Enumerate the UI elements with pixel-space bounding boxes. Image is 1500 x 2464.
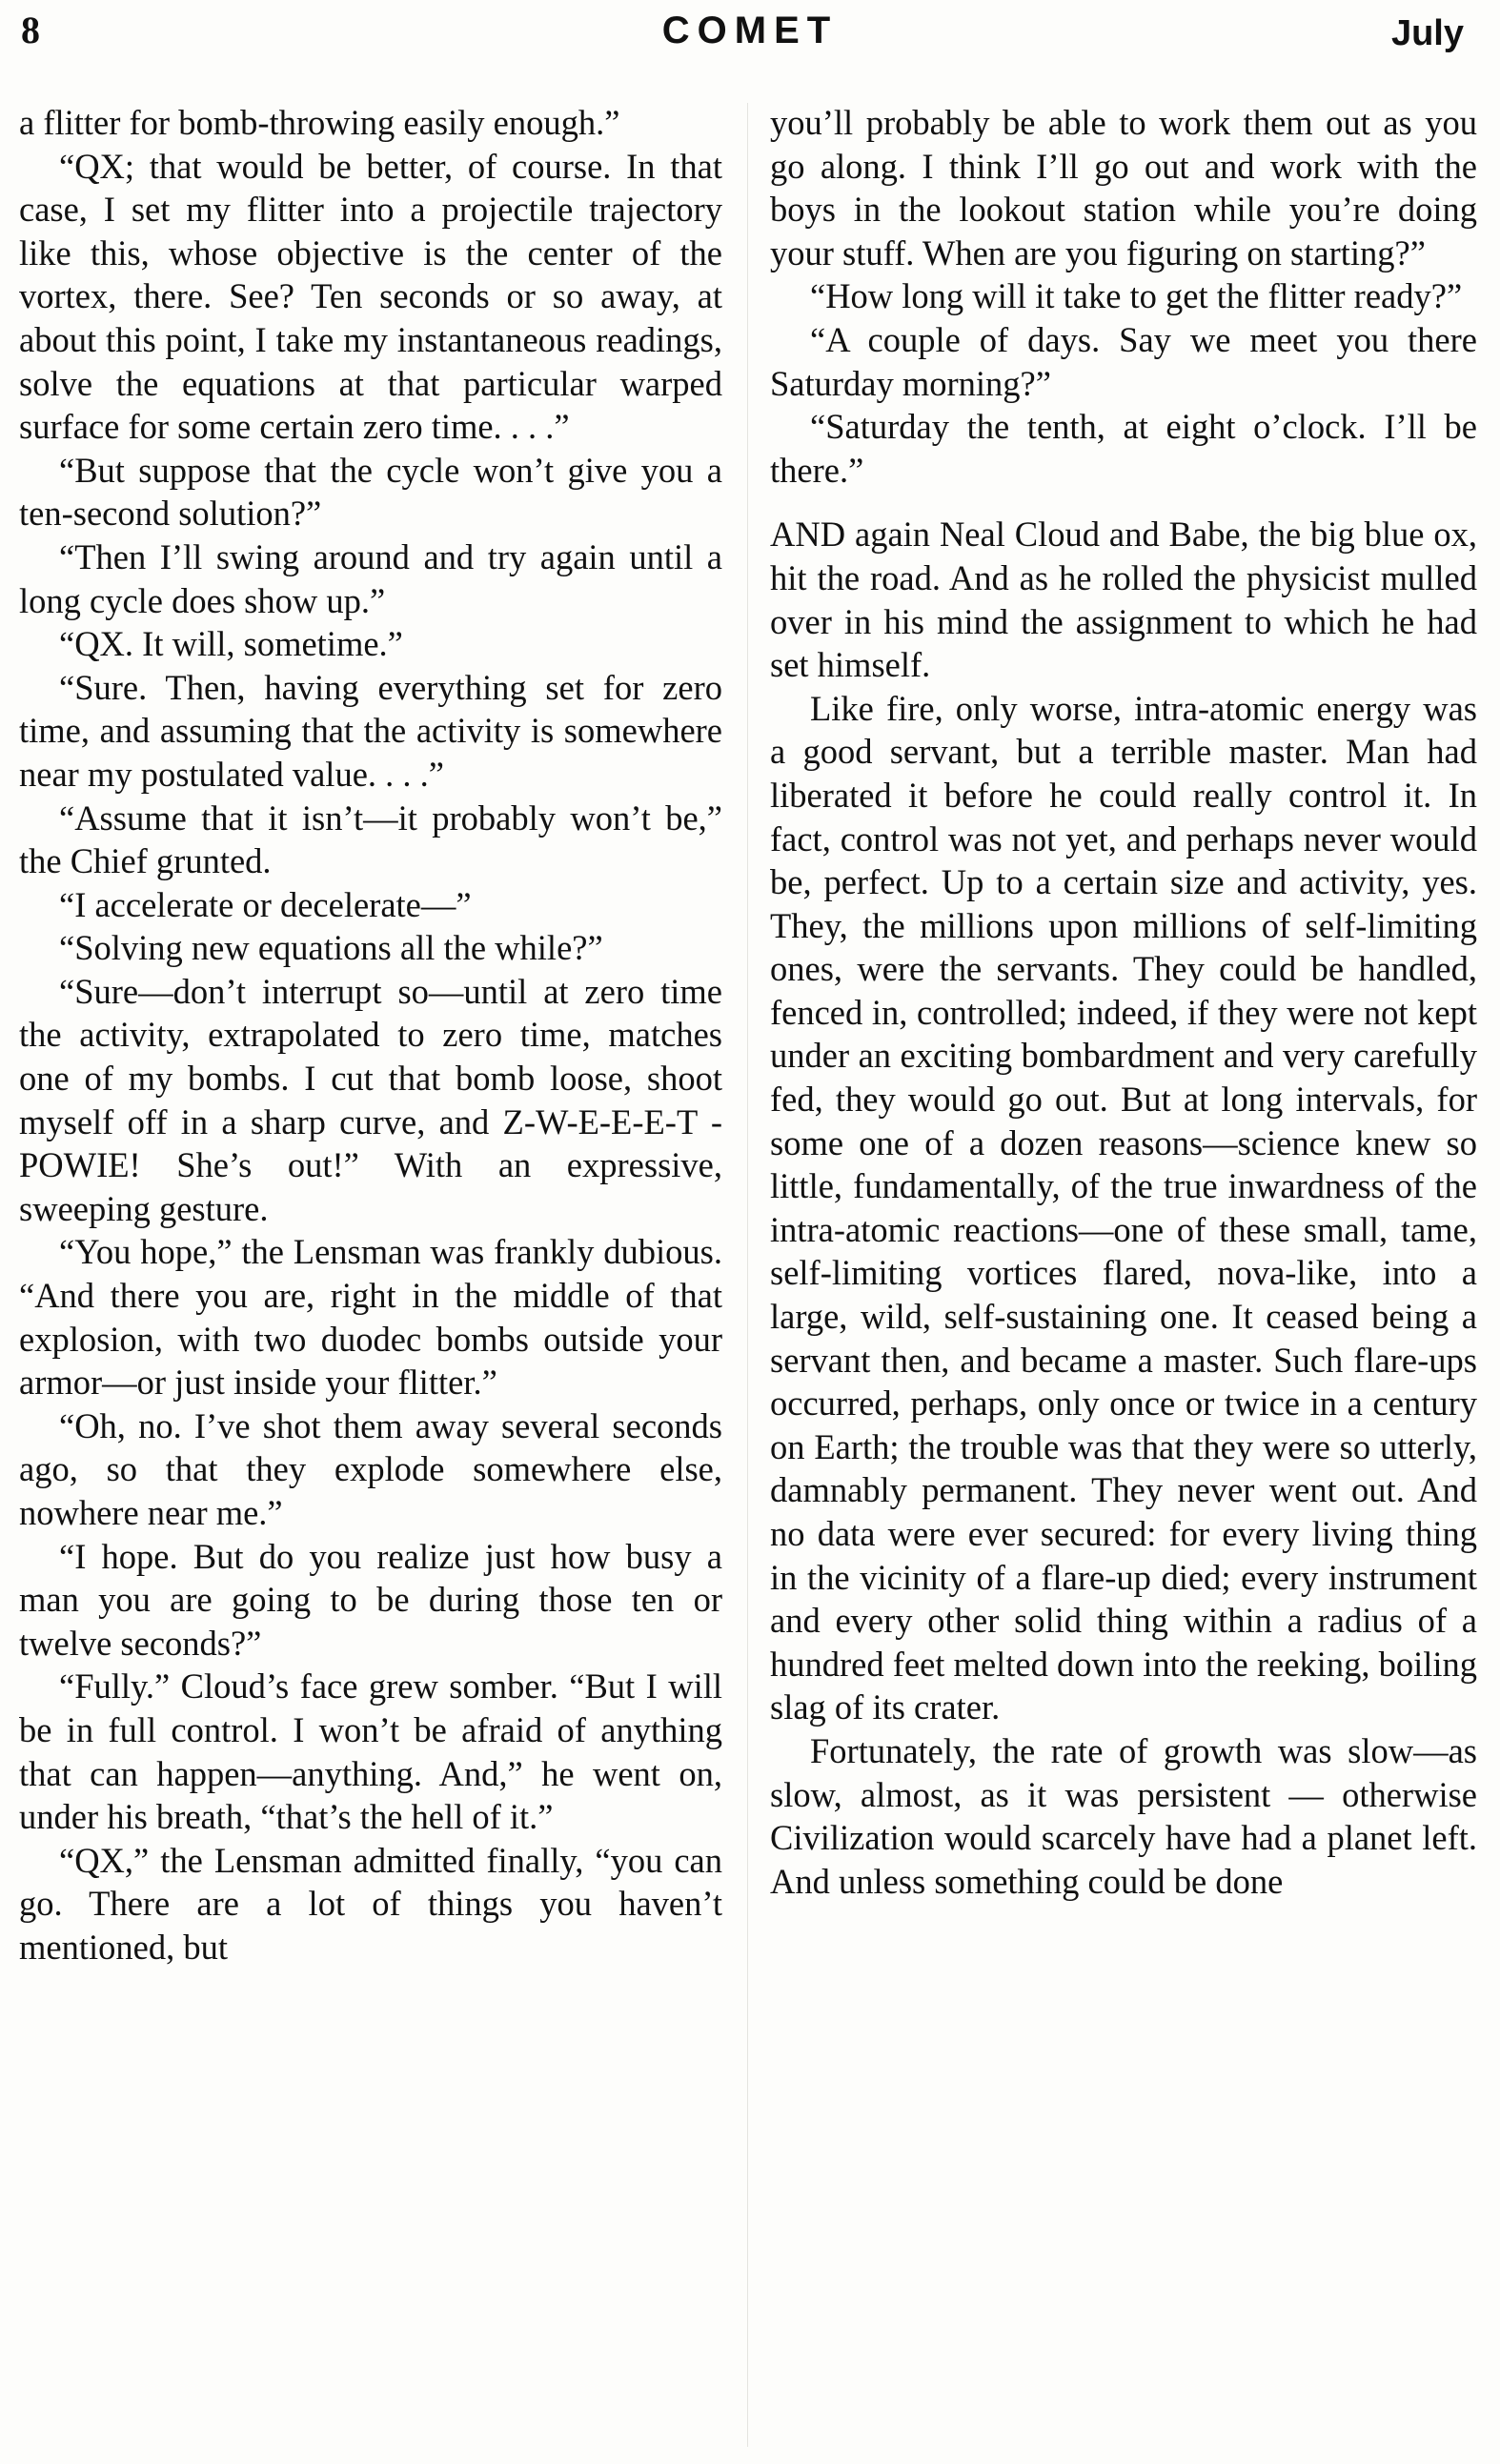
paragraph: “Sure—don’t interrupt so—until at zero time the activity, extrapolated to zero time, matches one of my bombs. I cut that bomb loose, shoot myself off in a sharp curve, and Z-W-E-E-E-T - POWIE! She’s out!” With an expressive, sweeping gesture. [19,971,722,1228]
paragraph: “Sure. Then, having everything set for zero time, and assuming that the activity is somewhere near my postulated value. . . .” [19,667,722,794]
paragraph: you’ll probably be able to work them out as you go along. I think I’ll go out and work with the boys in the lookout station while you’re doing your stuff. When are you figuring on starting?” [770,103,1477,273]
page-number: 8 [21,9,40,51]
paragraph: Fortunately, the rate of growth was slow—as slow, almost, as it was persistent — otherwise Civilization would scarcely have had a planet left. And unless something could be done [770,1730,1477,1901]
paragraph: a flitter for bomb-throwing easily enough.” [19,103,620,142]
issue-month: July [1390,13,1464,53]
paragraph: “QX,” the Lensman admitted finally, “you can go. There are a lot of things you haven’t mentioned, but [19,1840,722,1967]
paragraph: “Fully.” Cloud’s face grew somber. “But I will be in full control. I won’t be afraid of anything that can happen—anything. And,” he went on, under his breath, “that’s the hell of it.” [19,1666,722,1837]
paragraph: “Assume that it isn’t—it probably won’t be,” the Chief grunted. [19,798,722,881]
page-header [0,0,1500,76]
paragraph: “How long will it take to get the flitter ready?” [810,276,1463,316]
left-column [19,101,722,1969]
paragraph: “But suppose that the cycle won’t give you a ten-second solution?” [19,450,722,534]
paragraph: “Oh, no. I’ve shot them away several seconds ago, so that they explode somewhere else, nowhere near me.” [19,1405,722,1532]
paragraph: “You hope,” the Lensman was frankly dubious. “And there you are, right in the middle of that explosion, with two duodec bombs outside your armor—or just inside your flitter.” [19,1232,722,1403]
paragraph: “QX. It will, sometime.” [59,624,403,664]
paragraph: “Saturday the tenth, at eight o’clock. I’ll be there.” [770,407,1477,490]
magazine-title: COMET [661,10,839,51]
paragraph: “Then I’ll swing around and try again until a long cycle does show up.” [19,536,722,620]
paragraph: “QX; that would be better, of course. In that case, I set my flitter into a projectile trajectory like this, whose objective is the center of the vortex, there. See? Ten seconds or so away, at about this point, I take my instantaneous readings, solve the equations at that particular warped surface for some certain zero time. . . .” [19,146,722,447]
paragraph: “Solving new equations all the while?” [59,928,603,968]
column-divider [747,103,748,2447]
paragraph: “I accelerate or decelerate—” [59,884,472,924]
paragraph: “I hope. But do you realize just how busy a man you are going to be during those ten or twelve seconds?” [19,1536,722,1663]
right-column [770,101,1477,1903]
section-opening-paragraph: AND again Neal Cloud and Babe, the big blue ox, hit the road. And as he rolled the physicist mulled over in his mind the assignment to which he had set himself. [770,515,1477,685]
paragraph: “A couple of days. Say we meet you there Saturday morning?” [770,319,1477,403]
paragraph: Like fire, only worse, intra-atomic energy was a good servant, but a terrible master. Man had liberated it before he could really control it. In fact, control was not yet, and perhaps never would be, perfect. Up to a certain size and activity, yes. They, the millions upon millions of self-limiting ones, were the servants. They could be handled, fenced in, controlled; indeed, if they were not kept under an exciting bombardment and very carefully fed, they would go out. But at long intervals, for some one of a dozen reasons—science knew so little, fundamentally, of the true inwardness of the intra-atomic reactions—one of these small, tame, self-limiting vortices flared, nova-like, into a large, wild, self-sustaining one. It ceased being a servant then, and became a master. Such flare-ups occurred, perhaps, only once or twice in a century on Earth; the trouble was that they were so utterly, damnably permanent. They never went out. And no data were ever secured: for every living thing in the vicinity of a flare-up died; every instrument and every other solid thing within a radius of a hundred feet melted down into the reeking, boiling slag of its crater. [770,688,1477,1727]
